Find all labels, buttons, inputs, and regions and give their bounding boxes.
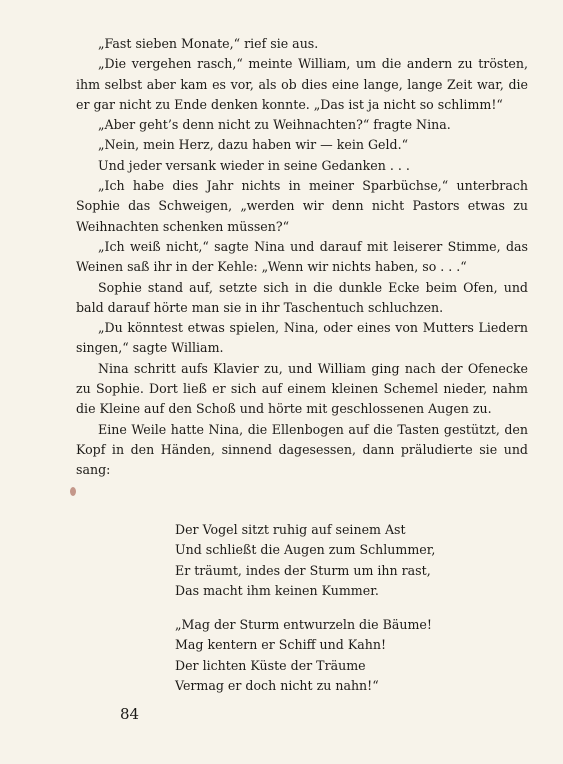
paragraph: Eine Weile hatte Nina, die Ellenbogen auf die Tasten gestützt, den Kopf in den Händen, sinnend dagesessen, dann präludierte sie und sang: bbox=[76, 421, 528, 478]
paragraph: Sophie stand auf, setzte sich in die dunkle Ecke beim Ofen, und bald darauf hörte man sie in ihr Taschentuch schluchzen. bbox=[76, 279, 528, 315]
paragraph: Nina schritt aufs Klavier zu, und William ging nach der Ofenecke zu Sophie. Dort ließ er sich auf einem kleinen Schemel nieder, nahm die Kleine auf den Schoß und hörte mit geschlossenen Augen zu. bbox=[76, 360, 528, 417]
poem-line: Der lichten Küste der Träume bbox=[175, 657, 366, 673]
paragraph: „Aber geht’s denn nicht zu Weihnachten?“ fragte Nina. bbox=[98, 117, 451, 133]
poem-stanza bbox=[175, 520, 495, 601]
poem-line: Das macht ihm keinen Kummer. bbox=[175, 582, 379, 598]
ink-smudge bbox=[70, 487, 76, 496]
body-text bbox=[76, 34, 528, 481]
poem-line: Mag kentern er Schiff und Kahn! bbox=[175, 637, 387, 653]
poem-line: „Mag der Sturm entwurzeln die Bäume! bbox=[175, 617, 432, 633]
paragraph: „Nein, mein Herz, dazu haben wir — kein Geld.“ bbox=[98, 137, 409, 153]
poem-line: Der Vogel sitzt ruhig auf seinem Ast bbox=[175, 522, 406, 537]
poem-line: Er träumt, indes der Sturm um ihn rast, bbox=[175, 562, 431, 578]
poem-line: Und schließt die Augen zum Schlummer, bbox=[175, 542, 436, 558]
poem bbox=[175, 520, 495, 710]
page-number: 84 bbox=[120, 705, 140, 723]
paragraph: „Fast sieben Monate,“ rief sie aus. bbox=[98, 36, 319, 51]
paragraph: „Ich habe dies Jahr nichts in meiner Sparbüchse,“ unterbrach Sophie das Schweigen, „werden wir denn nicht Pastors etwas zu Weihnachten schenken müssen?“ bbox=[76, 178, 528, 234]
poem-line: Vermag er doch nicht zu nahn!“ bbox=[175, 678, 379, 694]
paragraph: „Du könntest etwas spielen, Nina, oder eines von Mutters Liedern singen,“ sagte William. bbox=[76, 320, 528, 356]
paragraph: Und jeder versank wieder in seine Gedanken . . . bbox=[98, 157, 410, 173]
poem-stanza bbox=[175, 615, 495, 696]
paragraph: „Ich weiß nicht,“ sagte Nina und darauf mit leiserer Stimme, das Weinen saß ihr in der Kehle: „Wenn wir nichts haben, so . . .“ bbox=[76, 238, 528, 275]
paragraph: „Die vergehen rasch,“ meinte William, um die andern zu trösten, ihm selbst aber kam es vor, als ob dies eine lange, lange Zeit war, die er gar nicht zu Ende denken konnte. „Das ist ja nicht so schlimm!“ bbox=[76, 56, 528, 112]
